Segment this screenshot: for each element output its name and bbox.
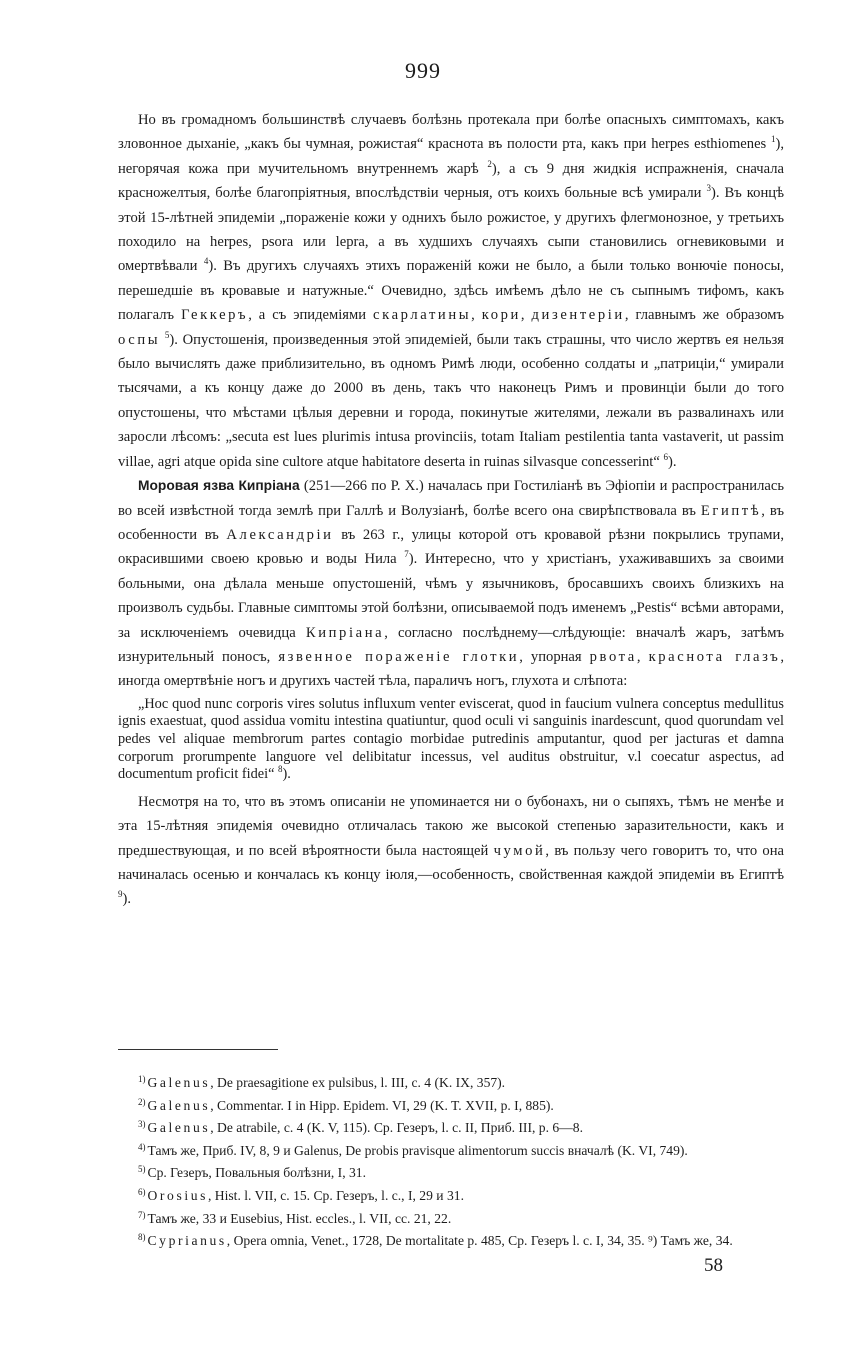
footnote: $^{1)}$ Galenus, De praesagitione ex pulsibus, l. III, c. 4 (K. IX, 357). xyxy=(138,1074,506,1090)
latin-quote: „Hoc quod nunc corporis vires solutus influxum venter eviscerat, quod in faucium vulnera conceptus medullitus ignis exaestuat, quod assidua vomitu intestina quatiuntur, quod oculi vi sanguinis inardescunt, quod quorundam vel pedes vel aliquae membrorum partes contagio morbidae putredinis amputantur, quod per jacturas et damna corporum prorumpente languore vel delibitatur incessus, vel auditus obstruitur, v.l coecatur aspectus, ad documentum proficit fidei“ $^8$). xyxy=(118,695,784,783)
footnote: $^{2)}$ Galenus, Commentar. I in Hipp. Epidem. VI, 29 (K. T. XVII, p. I, 885). xyxy=(138,1096,554,1113)
footnotes xyxy=(118,1070,784,1251)
footnote: $^{4)}$ Тамъ же, Приб. IV, 8, 9 и Galenus, De probis pravisque alimentorum succis вначалѣ (K. VI, 749). xyxy=(138,1141,688,1158)
page-number: 999 xyxy=(405,58,441,83)
footnote-divider xyxy=(118,1049,278,1050)
paragraph-1: Но въ громадномъ большинствѣ случаевъ болѣзнь протекала при болѣе опасныхъ симптомахъ, какъ зловонное дыханіе, „какъ бы чумная, рожистая“ краснота въ полости рта, какъ при herpes esthiomenes $^1$), негорячая кожа при мучительномъ внутреннемъ жарѣ $^2$), а съ 9 дня жидкія испражненія, сначала красножелтыя, болѣе благопріятныя, впослѣдствіи черныя, отъ коихъ больные всѣ умирали $^3$). Въ концѣ этой 15-лѣтней эпидеміи „пораженіе кожи у однихъ было рожистое, у другихъ флегмонозное, у третьихъ походило на herpes, psora или lepra, а въ худшихъ случаяхъ сыпи становились огневиковыми и омертвѣвали $^4$). Въ другихъ случаяхъ этихъ пораженій кожи не было, а были только вонючіе поносы, перешедшіе въ кровавые и натужные.“ Очевидно, здѣсь имѣемъ дѣло не съ сыпнымъ тифомъ, какъ полагалъ Геккеръ, а съ эпидеміями скарлатины, кори, дизентеріи, главнымъ же образомъ оспы $^5$). Опустошенія, произведенныя этой эпидеміей, были такъ страшны, что число жертвъ ея нельзя было вычислять даже приблизительно, въ одномъ Римѣ люди, особенно солдаты и „патриціи,“ умирали тысячами, а къ концу даже до 2000 въ день, такъ что наконецъ Римъ и провинціи были до того опустошены, что мѣстами цѣлыя деревни и города, покинутые жителями, лежали въ развалинахъ или заросли лѣсомъ: „secuta est lues plurimis intusa provinciis, totam Italiam pestilentia tanta vastaverit, ut passim villae, agri atque opida sine cultore atque habitatore deserta in ruinas silvasque concesserint“ $^6$). xyxy=(118,112,785,470)
footnote: $^{6)}$ Orosius, Hist. l. VII, c. 15. Ср. Гезеръ, l. c., I, 29 и 31. xyxy=(138,1186,464,1203)
paragraph-3: Несмотря на то, что въ этомъ описаніи не упоминается ни о бубонахъ, ни о сыпяхъ, тѣмъ не менѣе и эта 15-лѣтняя эпидемія очевидно отличалась такою же высокой степенью заразительности, какъ и предшествующая, и по всей вѣроятности была настоящей чумой, въ пользу чего говоритъ то, что она начиналась осенью и кончалась къ концу іюля,—особенность, свойственная каждой эпидеміи въ Египтѣ $^9$). xyxy=(118,793,784,908)
main-text xyxy=(118,108,784,912)
folio-number: 58 xyxy=(704,1255,723,1276)
footnote: $^{3)}$ Galenus, De atrabile, c. 4 (K. V, 115). Ср. Гезеръ, l. c. II, Приб. III, p. 6—8. xyxy=(138,1119,583,1136)
footnote: $^{8)}$ Cyprianus, Opera omnia, Venet., 1728, De mortalitate p. 485, Ср. Гезеръ l. c. I, 34, 35. ⁹) Тамъ же, 34. xyxy=(138,1232,733,1249)
section-heading: Моровая язва Кипріана xyxy=(138,478,300,494)
paragraph-2: Моровая язва Кипріана (251—266 по Р. Х.) началась при Гостиліанѣ въ Эфіопіи и распространилась во всей извѣстной тогда землѣ при Галлѣ и Волузіанѣ, болѣе всего она свирѣпствовала въ Египтѣ, въ особенности въ Александріи въ 263 г., улицы которой отъ кровавой рѣзни покрылись трупами, окрасившими своею кровью и воды Нила $^7$). Интересно, что у христіанъ, ухаживавшихъ за своими больными, она дѣлала меньше опустошеній, чѣмъ у язычниковъ, бросавшихъ своихъ близкихъ на произволъ судьбы. Главные симптомы этой болѣзни, описываемой подъ именемъ „Pestis“ всѣми авторами, за исключеніемъ очевидца Кипріана, согласно послѣднему—слѣдующіе: вначалѣ жаръ, затѣмъ изнурительный поносъ, язвенное пораженіе глотки, упорная рвота, краснота глазъ, иногда омертвѣніе ногъ и другихъ частей тѣла, параличъ ногъ, глухота и слѣпота: xyxy=(118,478,785,690)
footnote: $^{7)}$ Тамъ же, 33 и Eusebius, Hist. eccles., l. VII, cc. 21, 22. xyxy=(138,1209,452,1226)
footnote: $^{5)}$ Ср. Гезеръ, Повальныя болѣзни, I, 31. xyxy=(138,1164,366,1181)
